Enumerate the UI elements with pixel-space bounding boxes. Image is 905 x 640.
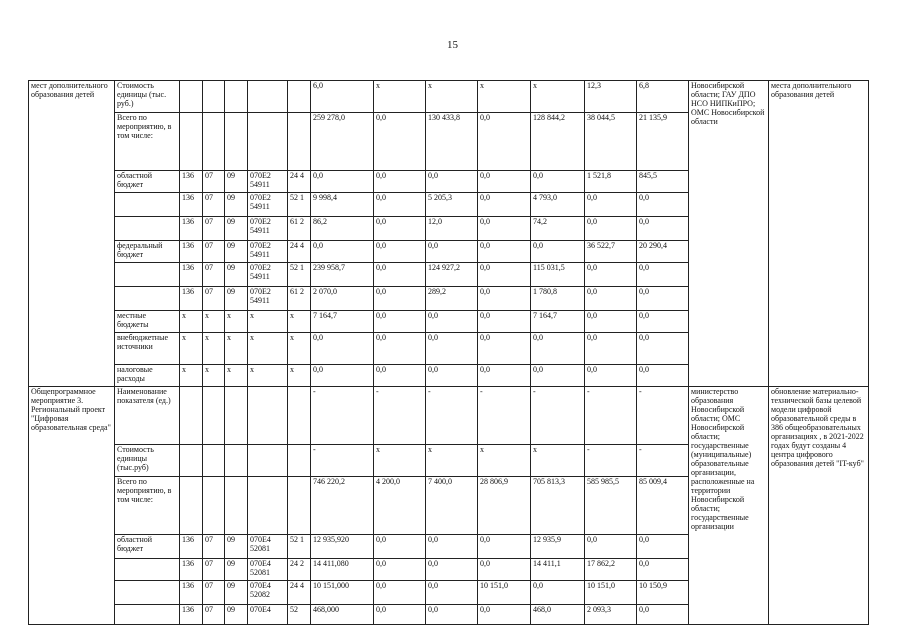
table-cell: 130 433,8 [426, 113, 478, 171]
table-cell: 5 205,3 [426, 193, 478, 217]
table-cell: 36 522,7 [585, 241, 637, 263]
table-cell: 070Е2 54911 [248, 287, 288, 311]
table-cell: 0,0 [531, 581, 585, 605]
table-cell: 585 985,5 [585, 477, 637, 535]
table-cell: 09 [225, 559, 248, 581]
table-cell: 0,0 [478, 535, 531, 559]
funding-source-cell: Стоимость единицы (тыс. руб.) [115, 81, 180, 113]
table-cell: 0,0 [637, 365, 689, 387]
expected-result-cell: места дополнительного образования детей [769, 81, 869, 387]
table-cell: 0,0 [426, 171, 478, 193]
table-cell: 0,0 [426, 333, 478, 365]
table-cell: x [288, 311, 311, 333]
table-cell: x [180, 333, 203, 365]
table-cell: 0,0 [637, 311, 689, 333]
expected-result-cell: обновление материально-технической базы целевой модели цифровой образовательной среды в 386 общеобразовательных организациях , в 2021-2022 годах будут созданы 4 центра цифрового образования детей "IT-куб" [769, 387, 869, 625]
funding-source-cell: внебюджетные источники [115, 333, 180, 365]
table-cell: x [203, 365, 225, 387]
table-cell [203, 387, 225, 445]
table-cell [225, 81, 248, 113]
table-cell: x [478, 445, 531, 477]
table-cell: 0,0 [637, 605, 689, 625]
funding-source-cell [115, 193, 180, 217]
table-cell: 0,0 [478, 605, 531, 625]
table-cell: 0,0 [374, 241, 426, 263]
funding-source-cell [115, 559, 180, 581]
table-cell: 0,0 [585, 287, 637, 311]
table-cell: 0,0 [637, 263, 689, 287]
table-cell: 0,0 [374, 193, 426, 217]
table-cell: 0,0 [585, 217, 637, 241]
table-cell: x [180, 365, 203, 387]
table-cell: 12 935,920 [311, 535, 374, 559]
table-cell: 07 [203, 217, 225, 241]
table-cell: 09 [225, 535, 248, 559]
table-cell [288, 113, 311, 171]
table-cell: x [225, 365, 248, 387]
table-cell: 7 164,7 [311, 311, 374, 333]
table-cell: 136 [180, 171, 203, 193]
table-cell: 07 [203, 193, 225, 217]
table-cell: 136 [180, 581, 203, 605]
table-cell: 2 070,0 [311, 287, 374, 311]
table-cell: 20 290,4 [637, 241, 689, 263]
table-cell: 0,0 [426, 535, 478, 559]
table-cell: 845,5 [637, 171, 689, 193]
table-cell: 115 031,5 [531, 263, 585, 287]
table-cell: 070Е4 52081 [248, 559, 288, 581]
table-cell [225, 387, 248, 445]
table-cell: 0,0 [478, 311, 531, 333]
table-cell: 239 958,7 [311, 263, 374, 287]
table-cell: - [637, 445, 689, 477]
table-cell [288, 81, 311, 113]
table-cell [288, 477, 311, 535]
table-cell: 07 [203, 535, 225, 559]
table-cell: 070Е2 54911 [248, 193, 288, 217]
table-cell: 7 400,0 [426, 477, 478, 535]
table-cell [203, 81, 225, 113]
table-cell [225, 445, 248, 477]
table-cell [203, 113, 225, 171]
table-cell: 0,0 [426, 605, 478, 625]
table-cell: 61 2 [288, 287, 311, 311]
table-cell: 0,0 [374, 171, 426, 193]
table-cell [288, 387, 311, 445]
table-cell: 0,0 [374, 333, 426, 365]
table-cell: - [311, 387, 374, 445]
table-cell: 21 135,9 [637, 113, 689, 171]
table-cell: 0,0 [311, 171, 374, 193]
table-cell: 10 151,0 [478, 581, 531, 605]
table-cell: 0,0 [426, 559, 478, 581]
table-cell: 09 [225, 217, 248, 241]
table-cell: 0,0 [585, 263, 637, 287]
table-cell: 86,2 [311, 217, 374, 241]
table-cell: 0,0 [531, 333, 585, 365]
table-cell: 07 [203, 241, 225, 263]
table-row [29, 81, 869, 113]
table-cell: 52 1 [288, 535, 311, 559]
table-cell [248, 387, 288, 445]
table-cell: 136 [180, 241, 203, 263]
table-cell: 0,0 [585, 535, 637, 559]
activity-label: мест дополнительного образования детей [29, 81, 115, 387]
table-cell: - [311, 445, 374, 477]
table-cell [248, 477, 288, 535]
table-cell: 0,0 [478, 333, 531, 365]
table-cell: 0,0 [478, 113, 531, 171]
table-cell: 24 4 [288, 581, 311, 605]
table-cell [180, 445, 203, 477]
table-cell: 128 844,2 [531, 113, 585, 171]
table-cell: 0,0 [531, 241, 585, 263]
table-cell: 28 806,9 [478, 477, 531, 535]
table-cell: - [426, 387, 478, 445]
table-cell: 0,0 [585, 311, 637, 333]
table-cell: - [585, 387, 637, 445]
table-cell: 12 935,9 [531, 535, 585, 559]
table-cell: 0,0 [585, 365, 637, 387]
table-cell: 136 [180, 287, 203, 311]
funding-source-cell: местные бюджеты [115, 311, 180, 333]
table-cell [180, 113, 203, 171]
table-cell: 09 [225, 171, 248, 193]
table-cell: x [203, 311, 225, 333]
table-cell: 07 [203, 559, 225, 581]
table-cell: - [585, 445, 637, 477]
table-cell: 070Е4 52082 [248, 581, 288, 605]
table-cell: 0,0 [585, 333, 637, 365]
table-cell: 7 164,7 [531, 311, 585, 333]
table-cell: 0,0 [478, 241, 531, 263]
table-cell [225, 113, 248, 171]
table-cell [203, 477, 225, 535]
table-cell: 0,0 [374, 113, 426, 171]
table-cell: 0,0 [311, 333, 374, 365]
table-cell: x [248, 365, 288, 387]
table-cell: - [637, 387, 689, 445]
responsible-org-cell: министерство образования Новосибирской области; ОМС Новосибирской области; государственные (муниципальные) образовательные организации, расположенные на территории Новосибирской области; государственные организации [689, 387, 769, 625]
table-cell: 136 [180, 559, 203, 581]
table-cell: 468,0 [531, 605, 585, 625]
table-cell: 10 151,0 [585, 581, 637, 605]
table-cell: 2 093,3 [585, 605, 637, 625]
table-cell: 4 793,0 [531, 193, 585, 217]
table-cell: 6,8 [637, 81, 689, 113]
table-cell: 12,0 [426, 217, 478, 241]
table-row [29, 387, 869, 445]
table-cell: 0,0 [531, 365, 585, 387]
table-cell: 136 [180, 535, 203, 559]
table-cell: 17 862,2 [585, 559, 637, 581]
table-cell [203, 445, 225, 477]
table-cell: 24 2 [288, 559, 311, 581]
table-cell: 09 [225, 263, 248, 287]
table-cell: 4 200,0 [374, 477, 426, 535]
table-cell: 070Е2 54911 [248, 241, 288, 263]
table-cell: 070Е4 [248, 605, 288, 625]
table-cell: 0,0 [478, 365, 531, 387]
table-cell: x [374, 445, 426, 477]
table-cell: - [374, 387, 426, 445]
table-cell: 070Е4 52081 [248, 535, 288, 559]
table-cell: 6,0 [311, 81, 374, 113]
responsible-org-cell: Новосибирской области; ГАУ ДПО НСО НИПКиПРО; ОМС Новосибирской области [689, 81, 769, 387]
table-cell: 85 009,4 [637, 477, 689, 535]
table-cell [248, 445, 288, 477]
table-cell: 1 780,8 [531, 287, 585, 311]
table-cell: 0,0 [637, 559, 689, 581]
table-cell: 0,0 [585, 193, 637, 217]
table-cell: 070Е2 54911 [248, 217, 288, 241]
table-cell: 259 278,0 [311, 113, 374, 171]
funding-source-cell [115, 217, 180, 241]
table-cell: 14 411,1 [531, 559, 585, 581]
table-cell: 0,0 [478, 193, 531, 217]
table-cell: 0,0 [637, 333, 689, 365]
funding-source-cell [115, 263, 180, 287]
table-cell: 74,2 [531, 217, 585, 241]
table-cell [180, 387, 203, 445]
table-cell: 289,2 [426, 287, 478, 311]
table-cell: 0,0 [374, 581, 426, 605]
table-cell: 0,0 [531, 171, 585, 193]
table-cell: 705 813,3 [531, 477, 585, 535]
table-cell: 09 [225, 241, 248, 263]
table-cell: 0,0 [426, 241, 478, 263]
table-cell: 0,0 [374, 535, 426, 559]
table-cell: 136 [180, 217, 203, 241]
budget-table [28, 80, 869, 625]
table-cell: - [478, 387, 531, 445]
activity-label: Общепрограммное мероприятие 3. Региональный проект "Цифровая образовательная среда" [29, 387, 115, 625]
table-cell: 0,0 [637, 217, 689, 241]
table-cell: 52 1 [288, 263, 311, 287]
table-cell: 09 [225, 287, 248, 311]
table-cell: 24 4 [288, 241, 311, 263]
funding-source-cell: Наименование показателя (ед.) [115, 387, 180, 445]
table-cell [248, 81, 288, 113]
table-cell: 0,0 [374, 311, 426, 333]
table-cell [248, 113, 288, 171]
table-cell: x [374, 81, 426, 113]
table-cell: x [478, 81, 531, 113]
table-cell: 0,0 [478, 287, 531, 311]
table-cell: 746 220,2 [311, 477, 374, 535]
table-cell: 61 2 [288, 217, 311, 241]
funding-source-cell: областной бюджет [115, 535, 180, 559]
funding-source-cell: Стоимость единицы (тыс.руб) [115, 445, 180, 477]
funding-source-cell: федеральный бюджет [115, 241, 180, 263]
table-cell: 07 [203, 263, 225, 287]
table-cell: x [531, 445, 585, 477]
table-cell: 136 [180, 605, 203, 625]
table-cell: x [203, 333, 225, 365]
table-cell: 07 [203, 581, 225, 605]
table-cell: 52 [288, 605, 311, 625]
funding-source-cell [115, 581, 180, 605]
page-number: 15 [447, 39, 458, 51]
table-cell: 09 [225, 605, 248, 625]
table-cell: 52 1 [288, 193, 311, 217]
table-cell: 0,0 [426, 581, 478, 605]
table-cell: x [288, 365, 311, 387]
table-cell: 10 150,9 [637, 581, 689, 605]
table-cell: 0,0 [637, 193, 689, 217]
table-cell [180, 81, 203, 113]
table-cell: 468,000 [311, 605, 374, 625]
table-cell: 0,0 [374, 559, 426, 581]
funding-source-cell [115, 287, 180, 311]
table-cell: 070Е2 54911 [248, 263, 288, 287]
funding-source-cell: Всего по мероприятию, в том числе: [115, 477, 180, 535]
table-cell: 07 [203, 171, 225, 193]
funding-source-cell: Всего по мероприятию, в том числе: [115, 113, 180, 171]
table-cell: 0,0 [637, 535, 689, 559]
table-cell: 24 4 [288, 171, 311, 193]
table-cell: 07 [203, 287, 225, 311]
table-cell: - [531, 387, 585, 445]
table-cell: 0,0 [478, 559, 531, 581]
table-cell: 0,0 [637, 287, 689, 311]
table-cell: 09 [225, 193, 248, 217]
table-cell: 0,0 [374, 605, 426, 625]
table-cell: 0,0 [478, 171, 531, 193]
table-cell: 0,0 [374, 217, 426, 241]
table-cell: x [426, 81, 478, 113]
table-cell: 124 927,2 [426, 263, 478, 287]
table-cell [180, 477, 203, 535]
table-cell: x [225, 333, 248, 365]
table-cell: 9 998,4 [311, 193, 374, 217]
table-cell: x [225, 311, 248, 333]
table-cell [288, 445, 311, 477]
funding-source-cell: налоговые расходы [115, 365, 180, 387]
table-cell: 1 521,8 [585, 171, 637, 193]
table-cell: x [248, 311, 288, 333]
table-cell: 38 044,5 [585, 113, 637, 171]
table-cell: x [426, 445, 478, 477]
table-cell: 0,0 [426, 311, 478, 333]
table-cell: 0,0 [478, 217, 531, 241]
table-cell: 09 [225, 581, 248, 605]
table-cell: 070Е2 54911 [248, 171, 288, 193]
table-cell: 0,0 [374, 287, 426, 311]
table-cell: 0,0 [426, 365, 478, 387]
table-cell: x [180, 311, 203, 333]
table-cell: 136 [180, 193, 203, 217]
table-cell: 0,0 [311, 365, 374, 387]
table-cell: 14 411,080 [311, 559, 374, 581]
table-cell: 0,0 [311, 241, 374, 263]
table-cell: 0,0 [478, 263, 531, 287]
funding-source-cell: областной бюджет [115, 171, 180, 193]
table-cell: x [531, 81, 585, 113]
table-cell: 12,3 [585, 81, 637, 113]
funding-source-cell [115, 605, 180, 625]
table-cell: 0,0 [374, 365, 426, 387]
table-cell: 07 [203, 605, 225, 625]
table-cell: 10 151,000 [311, 581, 374, 605]
table-cell: 0,0 [374, 263, 426, 287]
table-cell: 136 [180, 263, 203, 287]
table-cell: x [288, 333, 311, 365]
table-cell: x [248, 333, 288, 365]
table-cell [225, 477, 248, 535]
